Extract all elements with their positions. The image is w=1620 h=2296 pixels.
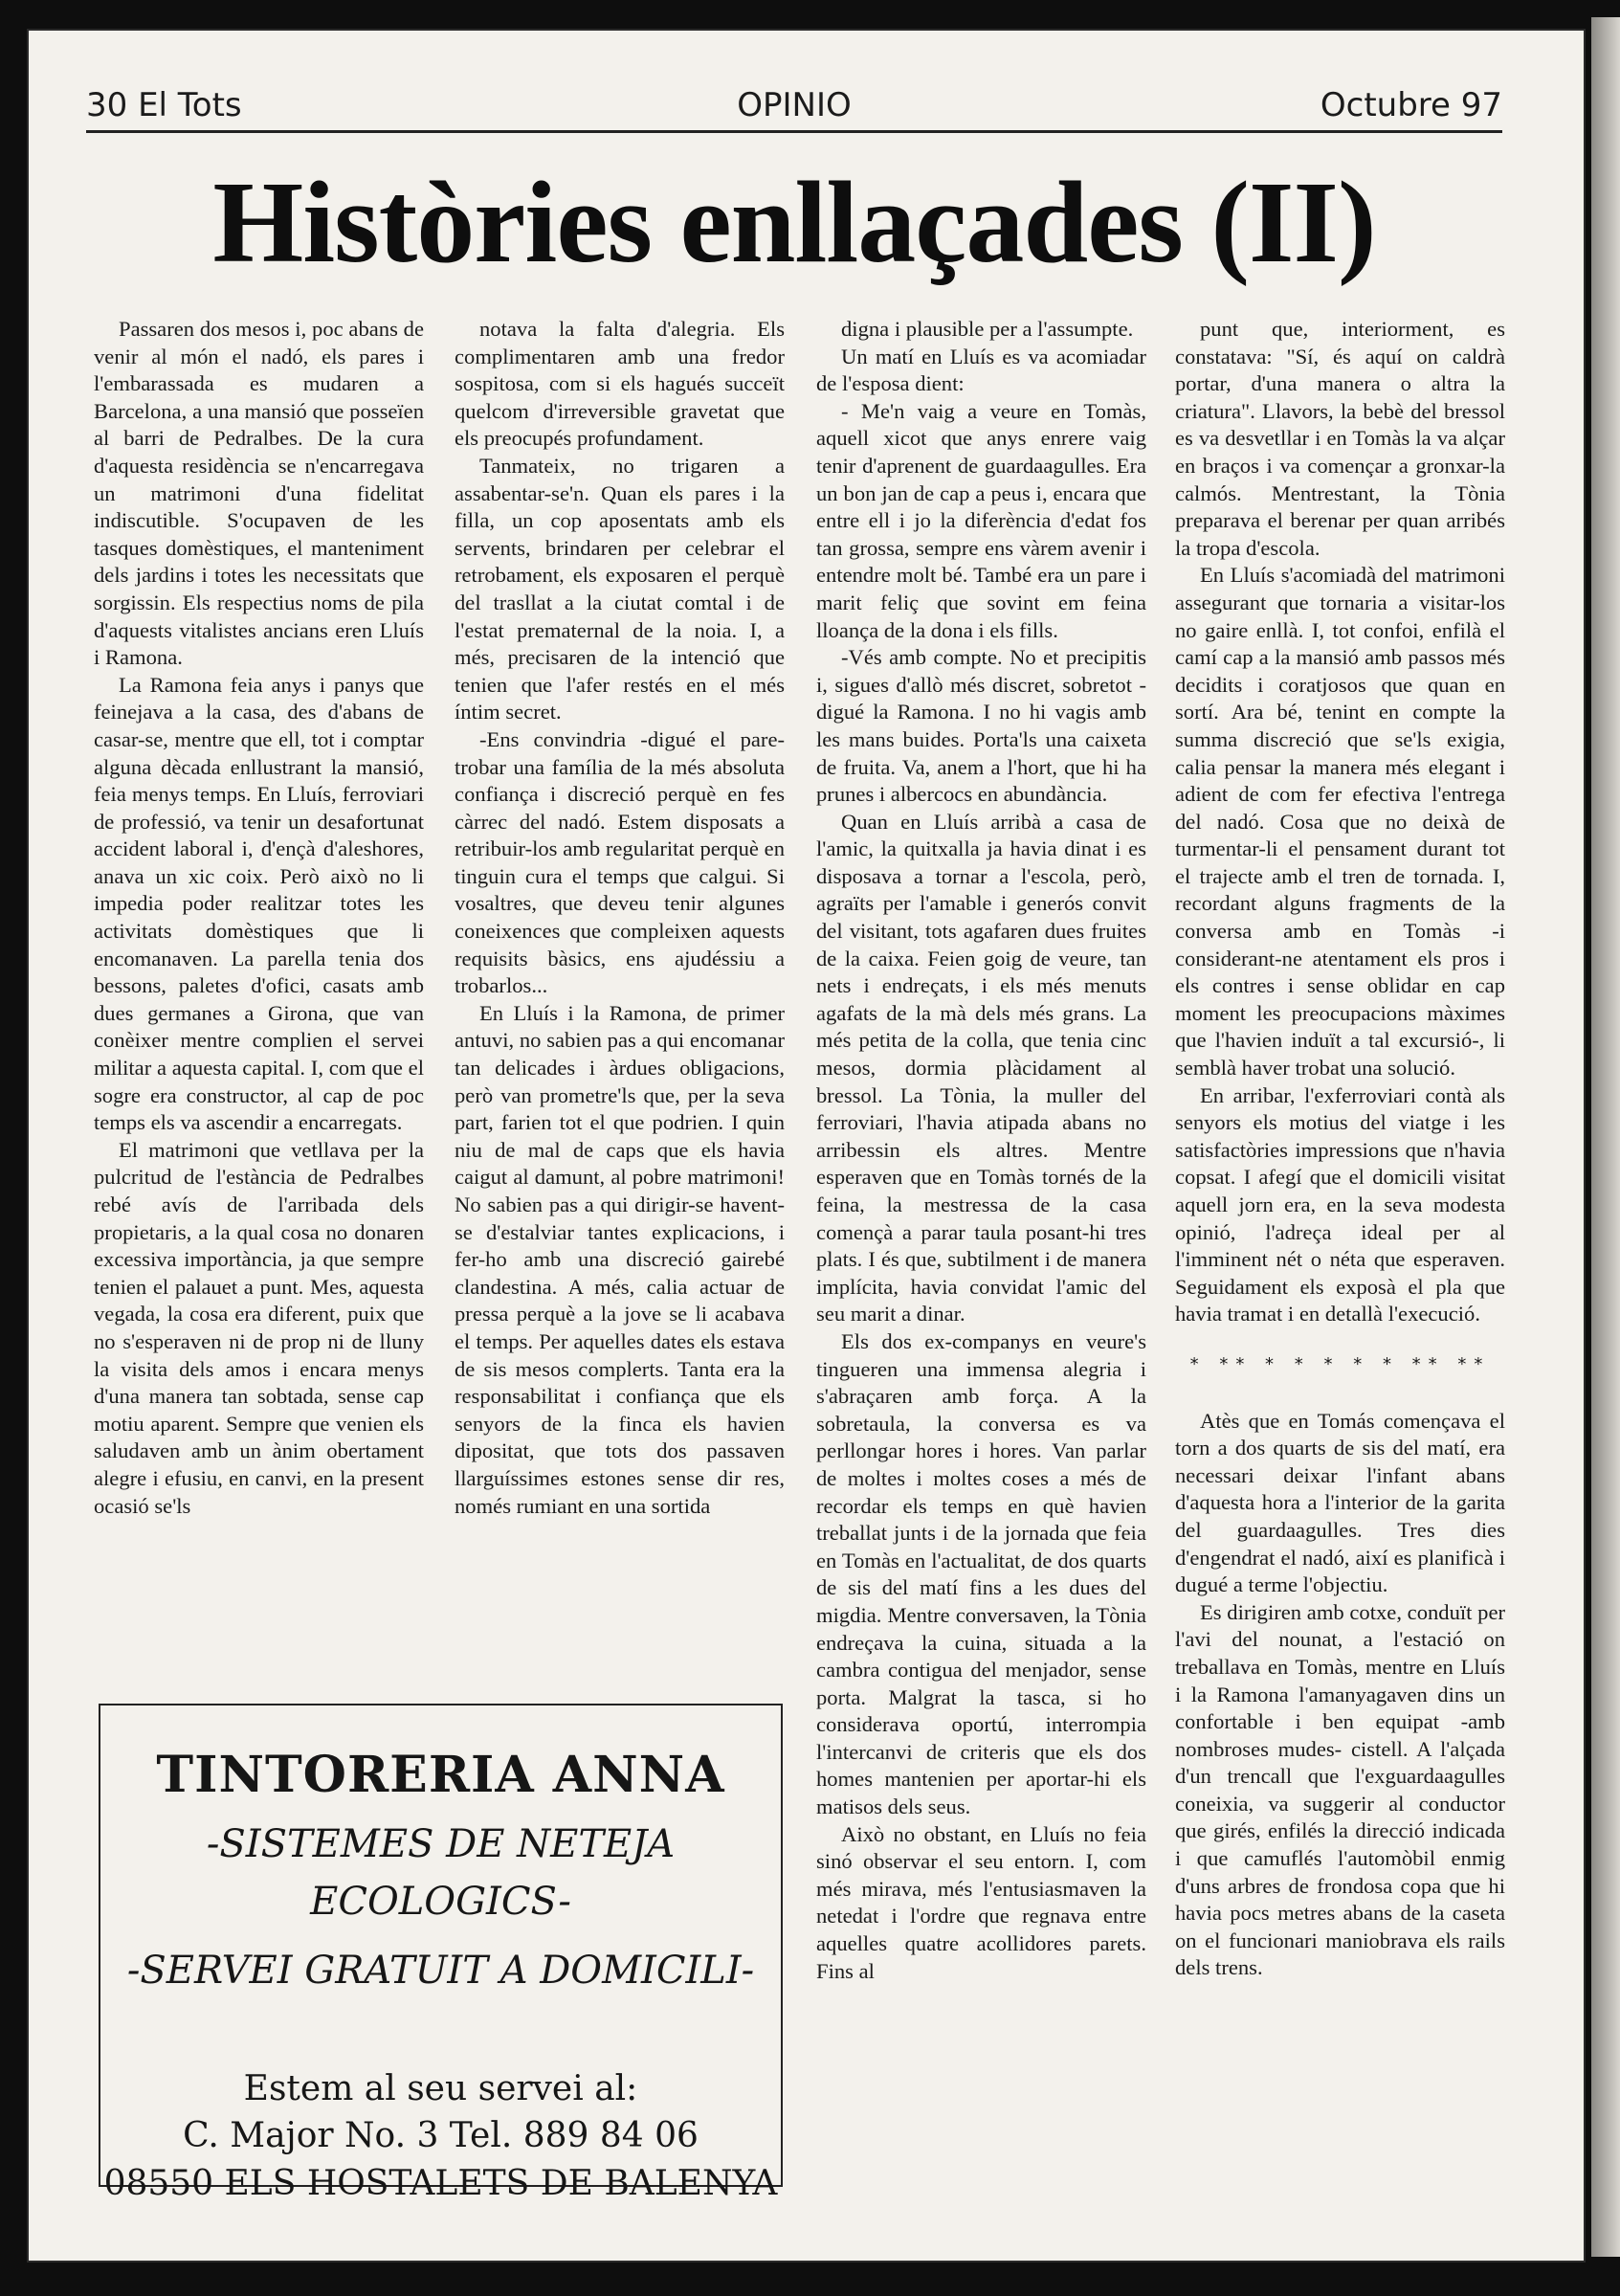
ad-business-name: TINTORERIA ANNA — [156, 1746, 725, 1804]
paragraph: Tanmateix, no trigaren a assabentar-se'n. Quan els pares i la filla, un cop aposentats amb els servents, brindaren per celebrar el retrobament, els exposaren el perquè del trasllat a la ciutat comtal i de l'estat prematernal de la noia. I, a més, precisaren de la intenció que tenien que l'afer restés en el més íntim secret. — [455, 453, 785, 724]
paragraph: punt que, interiorment, es constatava: "Sí, és aquí on caldrà portar, d'una manera o altra la criatura". Llavors, la bebè del bressol es va desvetllar i en Tomàs la va alçar en braços i va començar a gronxar-la calmós. Mentrestant, la Tònia preparava el berenar per quan arribés la tropa d'escola. — [1175, 317, 1505, 560]
issue-date: Octubre 97 — [1320, 86, 1502, 124]
paragraph: En Lluís s'acomiadà del matrimoni assegurant que tornaria a visitar-los no gaire enllà. I, tot confoi, enfilà el camí cap a la mansió amb passos més decidits i coratjosos que quan en sortí. Ara bé, tenint en compte la summa discreció que se'ls exigia, calia pensar la manera més elegant i adient de com fer efectiva l'entrega del nadó. Cosa que no deixà de turmentar-li el pensament durant tot el trajecte amb el tren de tornada. I, recordant alguns fragments de la conversa amb en Tomàs -i considerant-ne atentament els pros i els contres i sense oblidar en cap moment les preocupacions màximes que l'havien induït a tal excursió-, li semblà haver trobat una solució. — [1175, 563, 1505, 1081]
next-page-edge — [1591, 17, 1620, 2257]
paragraph: Això no obstant, en Lluís no feia sinó observar el seu entorn. I, com més mirava, més l'entusiasmaven la netedat i l'ordre que regnava entre aquelles quatre acollidores parets. Fins al — [816, 1821, 1146, 1983]
paragraph: Atès que en Tomás començava el torn a dos quarts de sis del matí, era necessari deixar l'infant abans d'aquesta hora a l'interior de la garita del guardaagulles. Tres dies d'engendrat el nadó, així es planificà i dugué a terme l'objectiu. — [1175, 1408, 1505, 1597]
ad-service-text: Estem al seu servei al: — [243, 2069, 638, 2108]
article-title: Històries enllaçades (II) — [212, 158, 1376, 287]
paragraph: Un matí en Lluís es va acomiadar de l'esposa dient: — [816, 344, 1146, 396]
paragraph: En Lluís i la Ramona, de primer antuvi, no sabien pas a qui encomanar tan delicades i àrdues obligacions, però van prometre'ls que, per la seva part, farien tot el que podrien. I quin niu de mal de caps que els havia caigut al damunt, al pobre matrimoni! No sabien pas a qui dirigir-se havent-se d'estalviar tantes explicacions, i fer-ho amb una discreció gairebé clandestina. A més, calia actuar de pressa perquè a la jove se li acabava el temps. Per aquelles dates els estava de sis mesos complerts. Tanta era la responsabilitat i confiança que els senyors de la finca els havien dipositat, que tots dos passaven llarguíssimes estones sense dir res, només rumiant en una sortida — [455, 1000, 785, 1518]
ad-slogan-2: -SERVEI GRATUIT A DOMICILI- — [126, 1949, 755, 1993]
ad-slogan-1: -SISTEMES DE NETEJA ECOLOGICS- — [206, 1822, 676, 1924]
column-1 — [94, 316, 424, 1656]
paragraph: - Me'n vaig a veure en Tomàs, aquell xicot que anys enrere vaig tenir d'aprenent de guardaagulles. Era un bon jan de cap a peus i, encara que entre ell i jo la diferència d'edat fos tan grossa, sempre ens vàrem avenir i entendre molt bé. També era un pare i marit feliç que sovint em feina lloança de la dona i els fills. — [816, 398, 1146, 642]
paragraph: La Ramona feia anys i panys que feinejava a la casa, des d'abans de casar-se, mentre que ell, tot i comptar alguna dècada enllustrant la mansió, feia menys temps. En Lluís, ferroviari de professió, va tenir un desafortunat accident laboral i, d'ençà d'aleshores, anava un xic coix. Però això no li impedia poder realitzar totes les activitats domèstiques que li encomanaven. La parella tenia dos bessons, paletes d'ofici, casats amb dues germanes a Girona, que van conèixer mentre complien el servei militar a aquesta capital. I, com que el sogre era constructor, al cap de poc temps els va ascendir a encarregats. — [94, 672, 424, 1135]
paragraph: Els dos ex-companys en veure's tingueren una immensa alegria i s'abraçaren amb força. A la sobretaula, la conversa es va perllongar hores i hores. Van parlar de moltes i moltes coses a més de recordar els temps en què havien treballat junts i de la jornada que feia en Tomàs en l'actualitat, de dos quarts de sis del matí fins a les dues del migdia. Mentre conversaven, la Tònia endreçava la cuina, situada a la cambra contigua del menjador, sense porta. Malgrat la tasca, si ho considerava oportú, interrompia l'intercanvi de criteris que els dos homes mantenien per aportar-hi els matisos dels seus. — [816, 1328, 1146, 1819]
section-separator: * ** * * * * * ** ** — [1189, 1353, 1491, 1374]
paragraph: digna i plausible per a l'assumpte. — [841, 317, 1134, 341]
paragraph: notava la falta d'alegria. Els complimentaren amb una fredor sospitosa, com si els hagués succeït quelcom d'irreversible gravetat que els preocupés profundament. — [455, 317, 785, 451]
page-header — [86, 86, 1502, 133]
paragraph: El matrimoni que vetllava per la pulcritud de l'estància de Pedralbes rebé avís de l'arribada dels propietaris, a la qual cosa no donaren excessiva importància, ja que sempre tenien el palauet a punt. Mes, aquesta vegada, la cosa era diferent, puix que no s'esperaven ni de prop ni de lluny la visita dels amos i encara menys d'una manera tan sobtada, sense cap motiu aparent. Sempre que venien els saludaven amb un ànim obertament alegre i efusiu, en canvi, en la present ocasió se'ls — [94, 1137, 424, 1518]
paragraph: -Ens convindria -digué el pare- trobar una família de la més absoluta confiança i discreció perquè en fes càrrec del nadó. Estem disposats a retribuir-los amb regularitat perquè en tinguin cura el temps que calgui. Si vosaltres, que deveu tenir algunes coneixences que compleixen aquests requisits bàsics, ens ajudéssiu a trobarlos... — [455, 726, 785, 998]
section-name: OPINIO — [737, 86, 852, 124]
ad-address: C. Major No. 3 Tel. 889 84 06 — [183, 2116, 699, 2155]
column-3 — [816, 316, 1146, 2192]
paragraph: Es dirigiren amb cotxe, conduït per l'avi del nounat, a l'estació on treballava en Tomàs, mentre en Lluís i la Ramona l'amanyagaven dins un confortable i ben equipat -amb nombroses mudes- cistell. A l'alçada d'un trencall que l'exguardaagulles coneixia, va suggerir al conductor que girés, enfilés la direcció indicada i que camuflés l'automòbil enmig d'uns arbres de frondosa copa que hi havia pocs metres abans de la caseta on el funcionari maniobrava els rails dels trens. — [1175, 1599, 1505, 1980]
column-2 — [455, 316, 785, 1656]
paragraph: Passaren dos mesos i, poc abans de venir al món el nadó, els pares i l'embarassada es mudaren a Barcelona, a una mansió que posseïen al barri de Pedralbes. De la cura d'aquesta residència se n'encarregava un matrimoni d'una fidelitat indiscutible. S'ocupaven de les tasques domèstiques, el manteniment dels jardins i totes les necessitats que sorgissin. Els respectius noms de pila d'aquests vitalistes ancians eren Lluís i Ramona. — [94, 317, 424, 670]
paragraph: -Vés amb compte. No et precipitis i, sigues d'allò més discret, sobretot -digué la Ramona. I no hi vagis amb les mans buides. Porta'ls una caixeta de fruita. Va, anem a l'hort, que hi ha prunes i albercocs en abundància. — [816, 645, 1146, 807]
paragraph: En arribar, l'exferroviari contà als senyors els motius del viatge i les satisfactòries impressions que n'havia copsat. I afegí que el domicili visitat aquell jorn era, en la seva modesta opinió, l'adreça ideal per al l'imminent nét o néta que esperaven. Seguidament els exposà el pla que havia tramat i en detallà l'execució. — [1175, 1082, 1505, 1326]
column-4 — [1175, 316, 1505, 2192]
advertisement-box — [99, 1704, 783, 2203]
ad-town: 08550 ELS HOSTALETS DE BALENYA — [103, 2164, 778, 2203]
page-number-and-magazine: 30 El Tots — [86, 86, 242, 124]
paragraph: Quan en Lluís arribà a casa de l'amic, la quitxalla ja havia dinat i es disposava a tornar a l'escola, però, agraïts per l'amable i generós convit del visitant, tots agafaren dues fruites de la caixa. Feien goig de veure, tan nets i endreçats, i els més menuts agafats de la mà dels més grans. La més petita de la colla, que tenia cinc mesos, dormia plàcidament al bressol. La Tònia, la muller del ferroviari, l'havia atipada abans no arribessin els altres. Mentre esperaven que en Tomàs tornés de la feina, la mestressa de la casa començà a parar taula posant-hi tres plats. I és que, subtilment i de manera implícita, havia convidat l'amic del seu marit a dinar. — [816, 809, 1146, 1326]
